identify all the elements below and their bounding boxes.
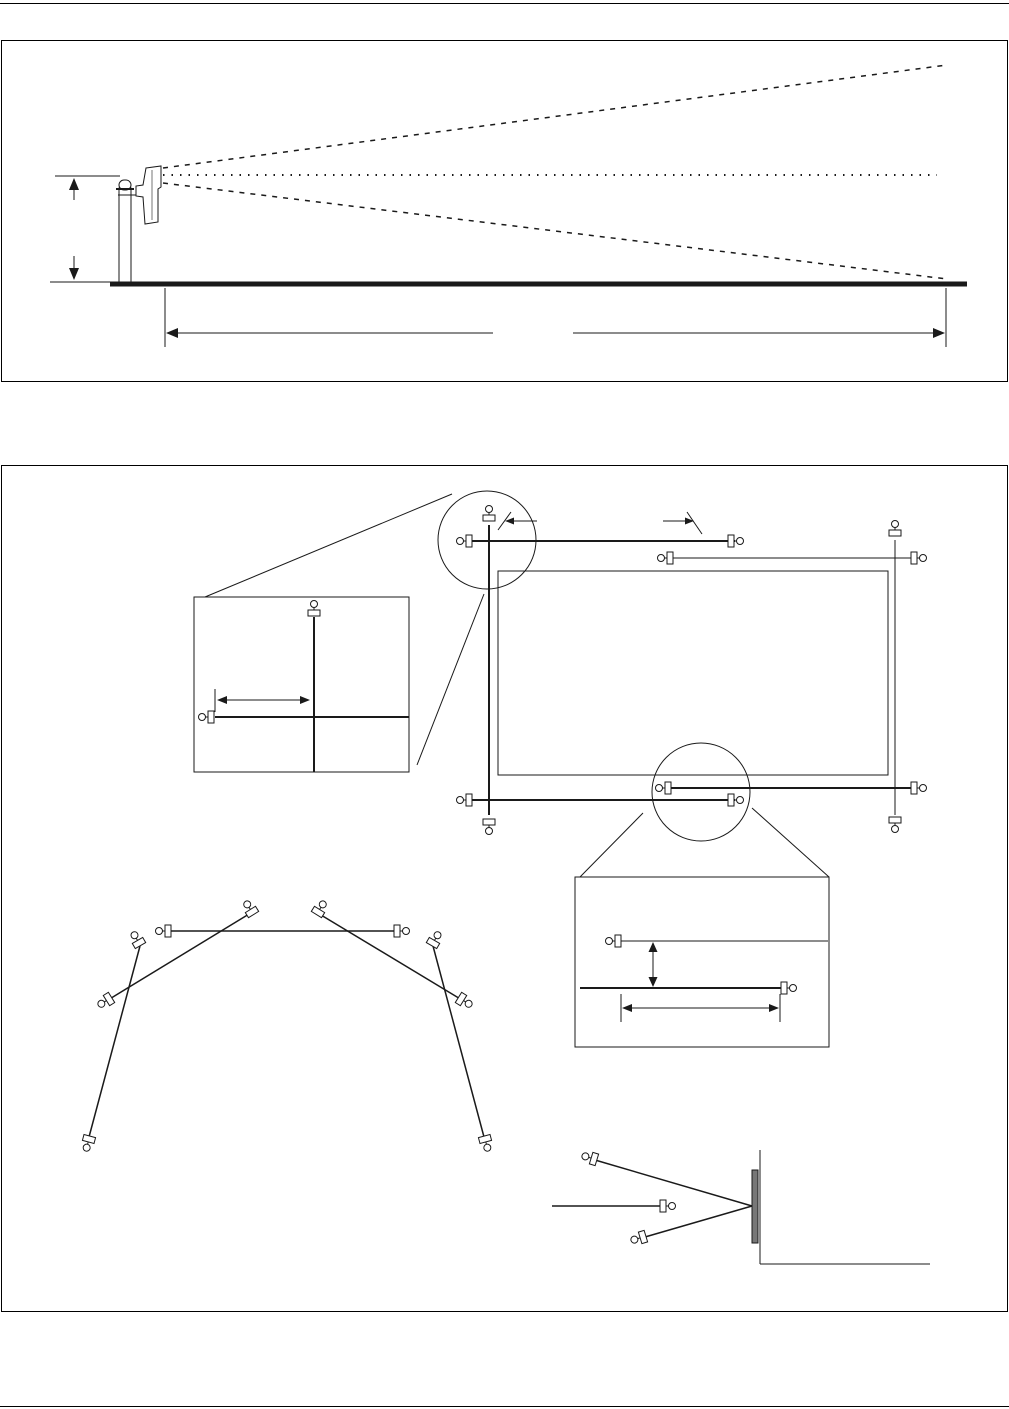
corner-zoom-inset — [194, 494, 484, 772]
offset-zoom-inset — [575, 808, 829, 1047]
wall-approach-layout — [552, 1150, 930, 1264]
wall-reflector — [752, 1170, 758, 1243]
protected-area — [498, 571, 888, 775]
polygon-layout — [80, 898, 494, 1152]
perimeter-rectangle-layout — [438, 491, 927, 841]
